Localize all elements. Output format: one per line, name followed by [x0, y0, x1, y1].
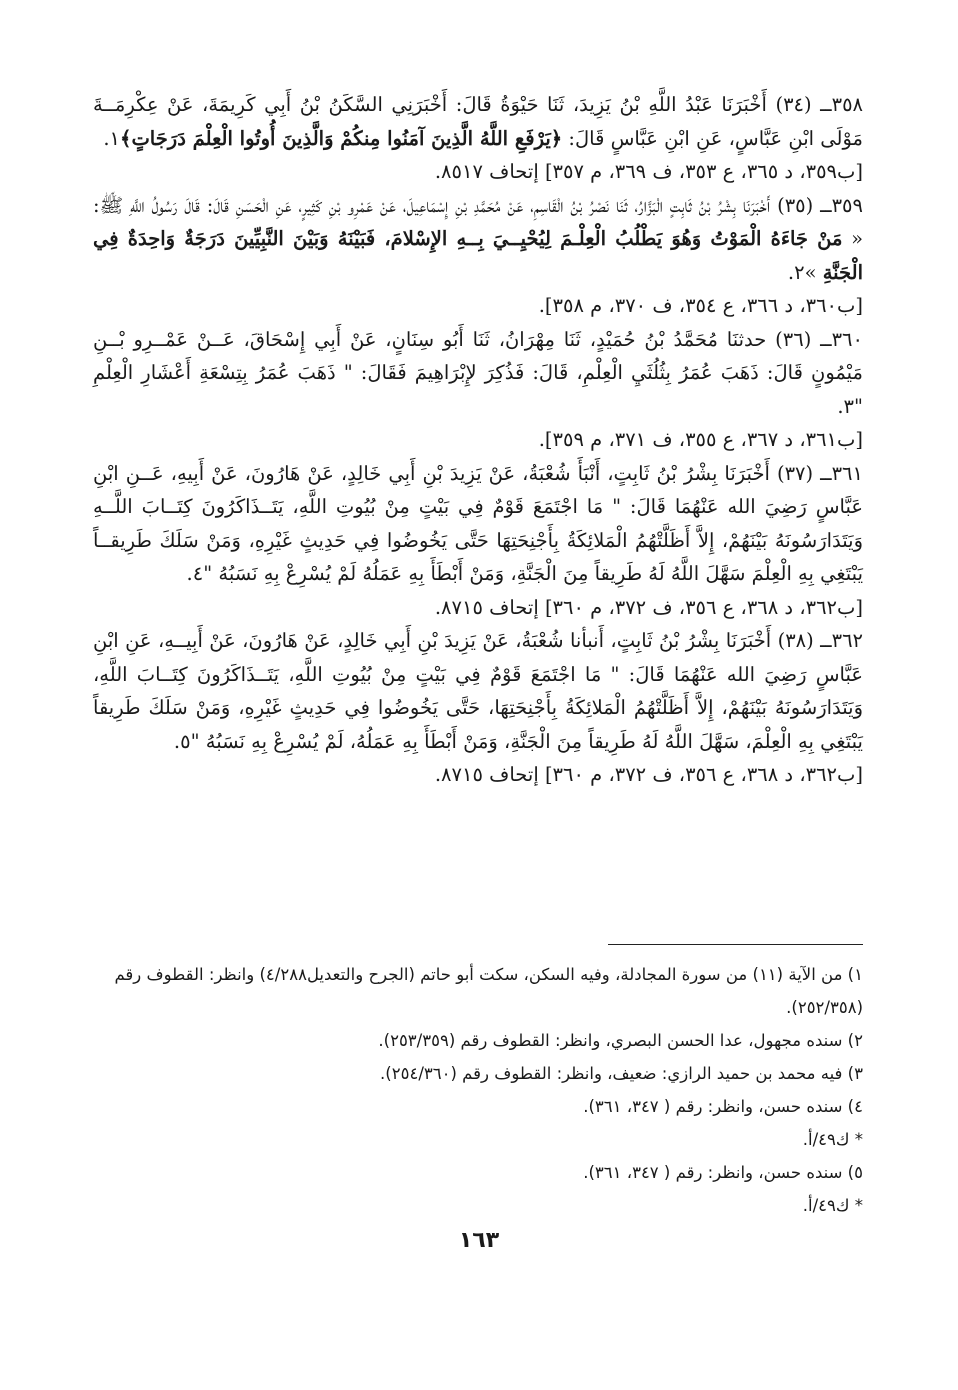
manuscript-marker: * ك٤٩/أ.: [802, 1196, 863, 1215]
hadith-360-text: ٣٦٠ــ (٣٦) حدثنَا مُحَمَّدُ بْنُ حُمَيْدٍ، ثَنَا مِهْرَانُ، ثَنَا أَبُو سِنَانٍ، عَنْ أَبِي إِسْحَاقَ، عَــنْ عَمْــرِو بْــنِ مَيْمُونٍ قَالَ: ذَهَبَ عُمَرُ بِثُلُثَيِ الْعِلْمِ، قَالَ: فَذُكِرَ لإِبْرَاهِيمَ فَقَالَ: " ذَهَبَ عُمَرُ بِتِسْعَةِ أَعْشَارِ الْعِلْمِ "٣.: [93, 327, 863, 418]
footnotes: [93, 958, 863, 1222]
hadith-362-reference: [ب٣٦٢، د ٣٦٨، ع ٣٥٦، ف ٣٧٢، م ٣٦٠] إتحاف ٨٧١٥.: [434, 763, 863, 786]
manuscript-marker: * ك٤٩/أ.: [802, 1130, 863, 1149]
footnote-divider: [608, 944, 863, 945]
hadith-361-reference: [ب٣٦٢، د ٣٦٨، ع ٣٥٦، ف ٣٧٢، م ٣٦٠] إتحاف ٨٧١٥.: [434, 595, 863, 619]
footnote-1: ١) من الآية (١١) من سورة المجادلة، وفيه السكن، سكت أبو حاتم (الجرح والتعديل٤/٢٨٨) وانظر: القطوف رقم (٢٥٢/٣٥٨).: [114, 965, 863, 1017]
hadith-358-text: ٣٥٨ــ (٣٤) أَخْبَرَنَا عَبْدُ اللَّهِ بْنُ يَزِيدَ، ثَنَا حَيْوَةُ قَالَ: أَخْبَرَنِي السَّكَنُ بْنُ أَبِي كَرِيمَةَ، عَنْ عِكْرِمَــةَ مَوْلَى ابْنِ عَبَّاسٍ، عَنِ ابْنِ عَبَّاسٍ قَالَ:: [93, 93, 864, 150]
prophetic-saying: مَنْ جَاءَهُ الْمَوْتُ وَهُوَ يَطْلُبُ الْعِلْـمَ لِيُحْيِــيَ بِــهِ الإِسْلامَ، فَبَيْنَهُ وَبَيْنَ النَّبِيِّينَ دَرَجَةٌ وَاحِدَةٌ فِي الْجَنَّةِ: [93, 227, 863, 284]
hadith-360-reference: [ب٣٦١، د ٣٦٧، ع ٣٥٥، ف ٣٧١، م ٣٥٩].: [538, 428, 863, 451]
footnote-4: ٤) سنده حسن، وانظر: رقم ( ٣٤٧، ٣٦١).: [583, 1097, 863, 1116]
footnote-5: ٥) سنده حسن، وانظر: رقم ( ٣٤٧، ٣٦١).: [583, 1163, 863, 1182]
hadith-359-reference: [ب٣٦٠، د ٣٦٦، ع ٣٥٤، ف ٣٧٠، م ٣٥٨].: [538, 294, 863, 317]
hadith-359-text: ٣٥٩ــ (٣٥) أَخْبَرَنَا بِشْرُ بْنُ ثَابِتٍ الْبَزَّارُ، ثَنَا نَصْرُ بْنُ الْقَاسِمِ، عَنْ مُحَمَّدِ بْنِ إِسْمَاعِيلَ، عَنْ عَمْرِو بْنِ كَثِيرٍ، عَنِ الْحَسَنِ قَالَ: قَالَ رَسُولُ اللَّهِ ﷺ: «: [93, 193, 863, 250]
hadith-361: [93, 457, 863, 591]
hadith-360: [93, 323, 863, 424]
page-number: ١٦٣: [458, 1228, 500, 1253]
footnote-2: ٢) سنده مجهول، عدا الحسن البصري، وانظر: القطوف رقم (٢٥٣/٣٥٩).: [378, 1031, 863, 1050]
hadith-358-reference: [ب٣٥٩، د ٣٦٥، ع ٣٥٣، ف ٣٦٩، م ٣٥٧] إتحاف ٨٥١٧.: [434, 160, 863, 183]
hadith-359: [93, 189, 863, 290]
hadith-361-text: ٣٦١ــ (٣٧) أَخْبَرَنَا بِشْرُ بْنُ ثَابِتٍ، أَنْبَأَ شُعْبَةُ، عَنْ يَزِيدَ بْنِ أَبِي خَالِدٍ، عَنْ هَارُونَ، عَنْ أَبِيهِ، عَــنِ ابْنِ عَبَّاسٍ رَضِيَ الله عَنْهُمَا قَالَ: " مَا اجْتَمَعَ قَوْمٌ فِي بَيْتٍ مِنْ بُيُوتِ اللَّهِ، يَتَــذَاكَرُونَ كِتَــابَ اللَّــهِ وَيَتَدَارَسُونَهُ بَيْنَهُمْ، إِلاَّ أَظَلَّتْهُمُ الْمَلائِكَةُ بِأَجْنِحَتِهَا حَتَّى يَخُوضُوا فِي حَدِيثٍ غَيْرِهِ، وَمَنْ سَلَكَ طَرِيقــاً يَبْتَغِي بِهِ الْعِلْمَ سَهَّلَ اللَّهُ لَهُ طَرِيقاً مِنَ الْجَنَّةِ، وَمَنْ أَبْطَأَ بِهِ عَمَلُهُ لَمْ يُسْرِعْ بِهِ نَسَبُهُ "٤.: [93, 461, 863, 585]
hadith-358: [93, 88, 863, 155]
hadith-362-text: ٣٦٢ــ (٣٨) أَخْبَرَنَا بِشْرُ بْنُ ثَابِتٍ، أَنبأنا شُعْبَةُ، عَنْ يَزِيدَ بْنِ أَبِي خَالِدٍ، عَنْ هَارُونَ، عَنْ أَبِيــهِ، عَنِ ابْنِ عَبَّاسٍ رَضِيَ الله عَنْهُمَا قَالَ: " مَا اجْتَمَعَ قَوْمٌ فِي بَيْتٍ مِنْ بُيُوتِ اللَّهِ، يَتَــذَاكَرُونَ كِتَــابَ اللَّهِ، وَيَتَدَارَسُونَهُ بَيْنَهُمْ، إِلاَّ أَظَلَّتْهُمُ الْمَلائِكَةُ بِأَجْنِحَتِهَا، حَتَّى يَخُوضُوا فِي حَدِيثٍ غَيْرِهِ، وَمَنْ سَلَكَ طَرِيقاً يَبْتَغِي بِهِ الْعِلْمَ، سَهَّلَ اللَّهُ لَهُ طَرِيقاً مِنَ الْجَنَّةِ، وَمَنْ أَبْطَأَ بِهِ عَمَلُهُ، لَمْ يُسْرِعْ بِهِ نَسَبُهُ "٥.: [93, 629, 864, 753]
hadith-362: [93, 624, 863, 758]
quran-verse: ﴿يَرْفَعِ اللَّهُ الَّذِينَ آمَنُوا مِنكُمْ وَالَّذِينَ أُوتُوا الْعِلْمَ دَرَجَاتٍ﴾: [120, 126, 563, 150]
hadith-359-footnote-ref: »٢.: [787, 260, 823, 284]
footnote-3: ٣) فيه محمد بن حميد الرازي: ضعيف، وانظر: القطوف رقم (٢٥٤/٣٦٠).: [380, 1064, 863, 1083]
hadith-358-footnote-ref: ١.: [103, 126, 121, 150]
main-text: [93, 88, 863, 792]
